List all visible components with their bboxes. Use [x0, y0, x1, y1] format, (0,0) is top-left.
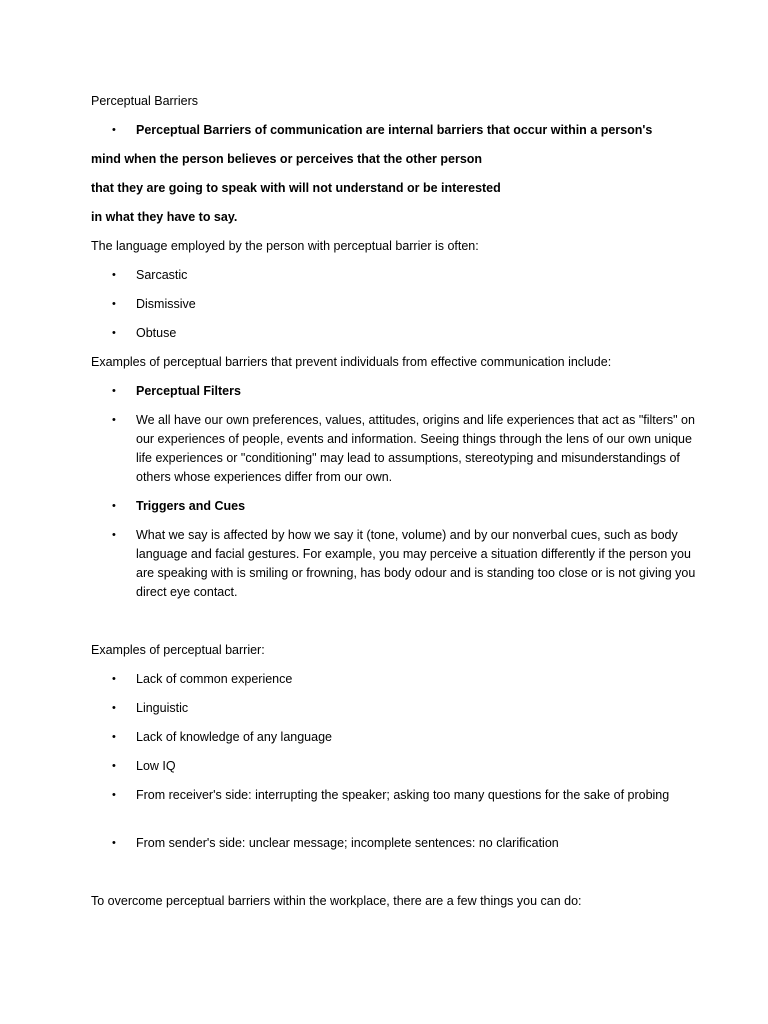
bullet: • — [112, 702, 116, 714]
filters-description: We all have our own preferences, values, attitudes, origins and life experiences that act as "filters" on our experiences of people, events and information. Seeing things through the lens of our own unique life experiences or "conditioning" may lead to assumptions, stereotyping and misunderstandings of others whose experiences differ from our own. — [136, 413, 695, 484]
overcome-intro: To overcome perceptual barriers within the workplace, there are a few things you can do: — [91, 894, 582, 908]
language-item: Dismissive — [136, 297, 196, 311]
bullet: • — [112, 500, 116, 512]
triggers-description: What we say is affected by how we say it (tone, volume) and by our nonverbal cues, such as body language and facial gestures. For example, you may perceive a situation differently if the person you are speaking with is smiling or frowning, has body odour and is standing too close or is not giving you direct eye contact. — [136, 528, 696, 599]
intro-bullet-text: Perceptual Barriers of communication are internal barriers that occur within a person's — [136, 123, 653, 137]
language-item: Obtuse — [136, 326, 177, 340]
barrier-example: Linguistic — [136, 701, 189, 715]
language-item: Sarcastic — [136, 268, 188, 282]
bullet: • — [112, 837, 116, 849]
section-heading: Perceptual Barriers — [91, 94, 198, 108]
bullet: • — [112, 327, 116, 339]
bullet: • — [112, 673, 116, 685]
bullet: • — [112, 298, 116, 310]
intro-continuation: that they are going to speak with will not understand or be interested — [91, 181, 501, 195]
examples-intro: Examples of perceptual barriers that prevent individuals from effective communication include: — [91, 355, 612, 369]
filters-title: Perceptual Filters — [136, 384, 241, 398]
barrier-examples-intro: Examples of perceptual barrier: — [91, 643, 265, 657]
intro-continuation: mind when the person believes or perceives that the other person — [91, 152, 483, 166]
bullet: • — [112, 529, 116, 541]
barrier-example: From receiver's side: interrupting the speaker; asking too many questions for the sake of probing — [136, 788, 670, 802]
triggers-title: Triggers and Cues — [136, 499, 246, 513]
language-intro: The language employed by the person with perceptual barrier is often: — [91, 239, 479, 253]
barrier-example: From sender's side: unclear message; incomplete sentences: no clarification — [136, 836, 559, 850]
intro-continuation: in what they have to say. — [91, 210, 238, 224]
bullet: • — [112, 385, 116, 397]
bullet: • — [112, 269, 116, 281]
bullet: • — [112, 124, 116, 136]
bullet: • — [112, 731, 116, 743]
barrier-example: Lack of knowledge of any language — [136, 730, 332, 744]
bullet: • — [112, 789, 116, 801]
barrier-example: Lack of common experience — [136, 672, 293, 686]
bullet: • — [112, 414, 116, 426]
bullet: • — [112, 760, 116, 772]
barrier-example: Low IQ — [136, 759, 176, 773]
